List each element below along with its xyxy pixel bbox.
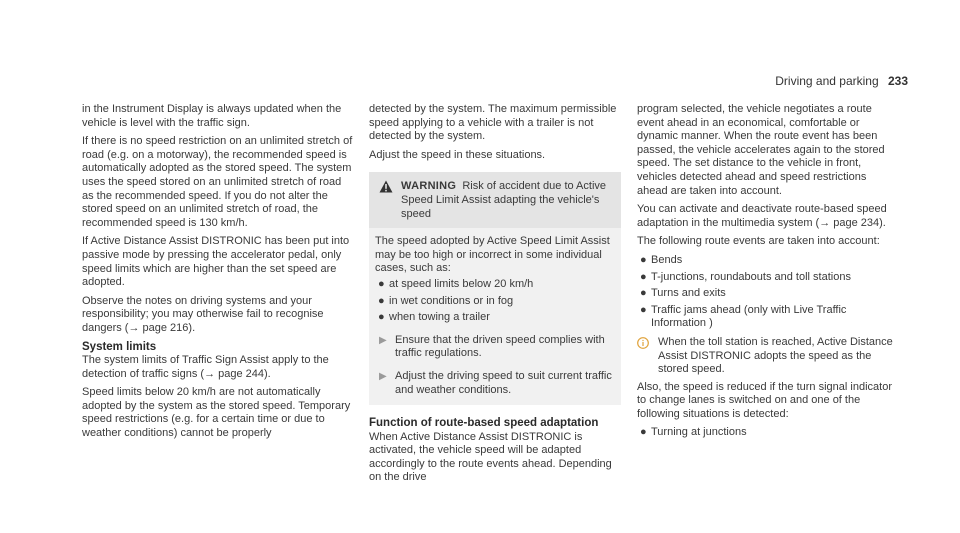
paragraph: If there is no speed restriction on an unlimited stretch of road (e.g. on a motorway), the recommended speed is automatically adopted as the stored speed. The system uses the speed stored on an unlimited stretch of road as the recommended speed. If you do not alter the stored speed on an unlimited stretch of road, the recommended speed is 130 km/h. xyxy=(82,135,353,229)
bullet-icon: ● xyxy=(640,287,647,300)
bullet-icon: ● xyxy=(640,270,647,283)
section-title-route-adaptation: Function of route-based speed adaptation xyxy=(369,417,599,430)
warning-header xyxy=(369,172,621,228)
paragraph: When Active Distance Assist DISTRONIC is activated, the vehicle speed will be adapted accordingly to the route events ahead. Depending on the drive xyxy=(369,430,612,484)
paragraph: Speed limits below 20 km/h are not automatically adopted by the system as the stored speed. Temporary speed restrictions (e.g. for a certain time or due to weather conditions) cannot be properly xyxy=(82,386,351,440)
situations-list xyxy=(637,426,899,440)
paragraph: The system limits of Traffic Sign Assist apply to the detection of traffic signs (→ page 244). xyxy=(82,354,329,380)
warning-title: Risk of accident due to Active Speed Limit Assist adapting the vehicle's speed xyxy=(401,180,607,220)
list-item: ● when towing a trailer xyxy=(378,311,490,324)
page-number: 233 xyxy=(887,74,908,88)
bullet-icon: ● xyxy=(378,311,385,324)
list-item: ● T-junctions, roundabouts and toll stations xyxy=(640,270,851,283)
note: When the toll station is reached, Active Distance Assist DISTRONIC adopts the speed as the stored speed. xyxy=(637,336,899,377)
list-item: ● Traffic jams ahead (only with Live Traffic Information ) xyxy=(640,303,847,330)
action-arrow-icon: ▶ xyxy=(379,334,387,346)
page-header xyxy=(775,75,908,89)
warning-label: WARNING xyxy=(401,180,457,193)
section-title-system-limits: System limits xyxy=(82,340,157,353)
bullet-icon: ● xyxy=(640,303,647,316)
list-item: ● Turning at junctions xyxy=(640,426,747,439)
paragraph: Also, the speed is reduced if the turn signal indicator to change lanes is switched on and one of the following situations is detected: xyxy=(637,380,892,420)
warning-box xyxy=(369,172,621,405)
action-arrow-icon: ▶ xyxy=(379,370,387,382)
warning-list xyxy=(375,278,615,325)
paragraph: detected by the system. The maximum permissible speed applying to a vehicle with a trailer is not detected by the system. xyxy=(369,103,617,143)
bullet-icon: ● xyxy=(640,253,647,266)
route-events-list xyxy=(637,254,899,331)
paragraph: Adjust the speed in these situations. xyxy=(369,148,546,161)
column-2 xyxy=(369,103,621,490)
action-step: ▶ Adjust the driving speed to suit current traffic and weather conditions. xyxy=(375,370,615,397)
list-item: ● Turns and exits xyxy=(640,287,726,300)
bullet-icon: ● xyxy=(640,426,647,439)
list-item: ● at speed limits below 20 km/h xyxy=(378,277,534,290)
info-icon xyxy=(637,337,649,349)
warning-text: The speed adopted by Active Speed Limit Assist may be too high or incorrect in some individual cases, such as: xyxy=(375,235,610,275)
column-1 xyxy=(82,103,354,446)
bullet-icon: ● xyxy=(378,294,385,307)
paragraph: The following route events are taken into account: xyxy=(637,235,880,248)
section-name: Driving and parking xyxy=(775,74,879,88)
bullet-icon: ● xyxy=(378,277,385,290)
paragraph: in the Instrument Display is always updated when the vehicle is level with the traffic sign. xyxy=(82,103,342,129)
warning-triangle-icon xyxy=(379,180,393,193)
list-item: ● Bends xyxy=(640,253,683,266)
paragraph: If Active Distance Assist DISTRONIC has been put into passive mode by pressing the accelerator pedal, only speed limits which are higher than the set speed are adopted. xyxy=(82,235,350,289)
paragraph: Observe the notes on driving systems and your responsibility; you may otherwise fail to recognise dangers (→ page 216). xyxy=(82,294,324,334)
list-item: ● in wet conditions or in fog xyxy=(378,294,514,307)
paragraph: program selected, the vehicle negotiates a route event ahead in an economical, comfortable or dynamic manner. When the route event has been passed, the vehicle accelerates again to the stored speed. The set distance to the vehicle in front, vehicles detected ahead and speed restrictions ahead are taken into account. xyxy=(637,103,885,197)
paragraph: You can activate and deactivate route-based speed adaptation in the multimedia system (→ page 234). xyxy=(637,203,887,229)
warning-body xyxy=(369,228,621,405)
column-3 xyxy=(637,103,899,445)
action-step: ▶ Ensure that the driven speed complies with traffic regulations. xyxy=(375,334,615,361)
